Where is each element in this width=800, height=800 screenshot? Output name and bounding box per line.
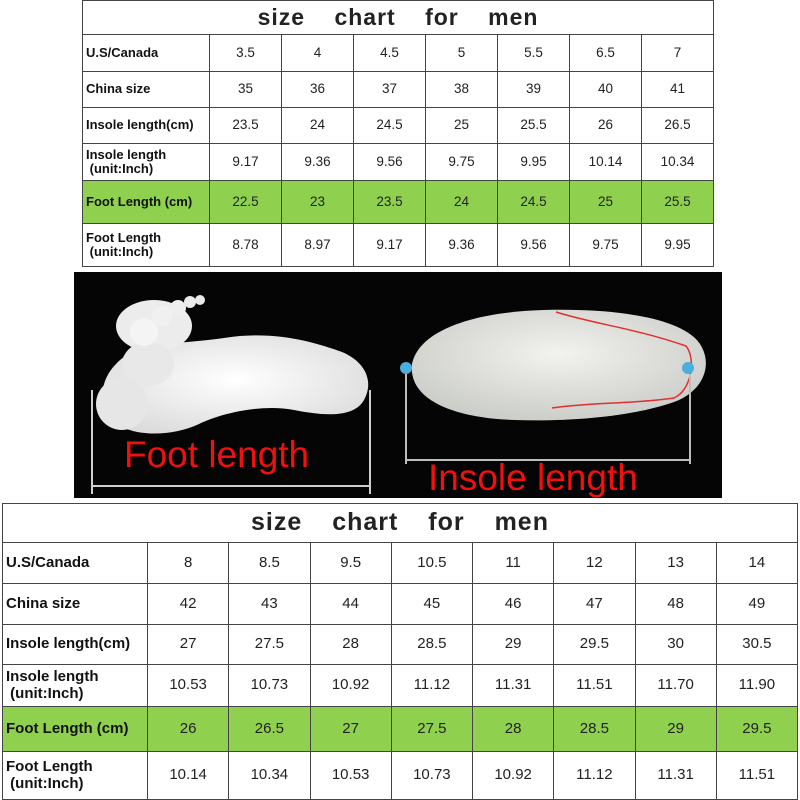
cell: 9.36 — [282, 144, 354, 181]
cell: 25 — [570, 181, 642, 224]
row-china-size — [3, 584, 798, 625]
cell: 27.5 — [391, 707, 472, 752]
row-label: U.S/Canada — [3, 543, 148, 584]
cell: 28.5 — [554, 707, 635, 752]
cell: 10.92 — [310, 665, 391, 707]
cell: 26.5 — [642, 108, 714, 144]
cell: 36 — [282, 72, 354, 108]
cell: 10.14 — [570, 144, 642, 181]
cell: 9.75 — [426, 144, 498, 181]
cell: 11.90 — [716, 665, 797, 707]
row-label-line1: Foot Length — [86, 229, 162, 245]
cell: 42 — [148, 584, 229, 625]
cell: 10.14 — [148, 752, 229, 800]
row-label — [83, 144, 210, 181]
row-foot-cm — [83, 181, 714, 224]
cell: 9.75 — [570, 224, 642, 267]
cell: 11.51 — [554, 665, 635, 707]
cell: 37 — [354, 72, 426, 108]
row-label: Insole length(cm) — [83, 108, 210, 144]
row-insole-cm — [3, 625, 798, 665]
cell: 5 — [426, 35, 498, 72]
cell: 29 — [635, 707, 716, 752]
row-label — [83, 224, 210, 267]
cell: 7 — [642, 35, 714, 72]
cell: 40 — [570, 72, 642, 108]
cell: 5.5 — [498, 35, 570, 72]
row-label-line2: (unit:Inch) — [10, 684, 84, 702]
size-table-small — [82, 0, 714, 267]
cell: 10.92 — [473, 752, 554, 800]
cell: 44 — [310, 584, 391, 625]
cell: 47 — [554, 584, 635, 625]
cell: 26 — [148, 707, 229, 752]
cell: 28 — [473, 707, 554, 752]
cell: 10.53 — [148, 665, 229, 707]
cell: 8.78 — [210, 224, 282, 267]
cell: 23 — [282, 181, 354, 224]
footprint-icon — [96, 295, 368, 434]
row-label-line1: Insole length — [86, 146, 167, 162]
measurement-illustration — [74, 272, 722, 498]
cell: 29.5 — [554, 625, 635, 665]
cell: 27 — [310, 707, 391, 752]
cell: 49 — [716, 584, 797, 625]
row-label: Foot Length (cm) — [83, 181, 210, 224]
cell: 14 — [716, 543, 797, 584]
row-label — [3, 752, 148, 800]
cell: 10.5 — [391, 543, 472, 584]
cell: 11.12 — [391, 665, 472, 707]
cell: 24.5 — [354, 108, 426, 144]
cell: 9.56 — [354, 144, 426, 181]
row-label-line2: (unit:Inch) — [89, 244, 154, 259]
row-label: Insole length(cm) — [3, 625, 148, 665]
cell: 22.5 — [210, 181, 282, 224]
cell: 26 — [570, 108, 642, 144]
cell: 27.5 — [229, 625, 310, 665]
cell: 23.5 — [354, 181, 426, 224]
cell: 8.5 — [229, 543, 310, 584]
row-foot-cm — [3, 707, 798, 752]
cell: 11.70 — [635, 665, 716, 707]
cell: 8 — [148, 543, 229, 584]
row-us-canada — [3, 543, 798, 584]
cell: 9.56 — [498, 224, 570, 267]
cell: 10.34 — [642, 144, 714, 181]
cell: 41 — [642, 72, 714, 108]
row-label: Foot Length (cm) — [3, 707, 148, 752]
row-label: China size — [83, 72, 210, 108]
cell: 30.5 — [716, 625, 797, 665]
cell: 39 — [498, 72, 570, 108]
cell: 27 — [148, 625, 229, 665]
cell: 23.5 — [210, 108, 282, 144]
cell: 10.53 — [310, 752, 391, 800]
table-title: size chart for men — [3, 504, 798, 543]
cell: 3.5 — [210, 35, 282, 72]
cell: 29.5 — [716, 707, 797, 752]
cell: 30 — [635, 625, 716, 665]
cell: 28.5 — [391, 625, 472, 665]
cell: 38 — [426, 72, 498, 108]
table-title: size chart for men — [83, 1, 714, 35]
cell: 25 — [426, 108, 498, 144]
cell: 8.97 — [282, 224, 354, 267]
row-label — [3, 665, 148, 707]
cell: 25.5 — [642, 181, 714, 224]
cell: 28 — [310, 625, 391, 665]
row-insole-inch — [3, 665, 798, 707]
cell: 10.73 — [229, 665, 310, 707]
cell: 9.5 — [310, 543, 391, 584]
cell: 4 — [282, 35, 354, 72]
cell: 6.5 — [570, 35, 642, 72]
cell: 9.17 — [354, 224, 426, 267]
cell: 45 — [391, 584, 472, 625]
insole-icon — [400, 310, 706, 421]
row-foot-inch — [83, 224, 714, 267]
foot-length-label: Foot length — [124, 434, 310, 475]
row-label-line2: (unit:Inch) — [89, 161, 154, 176]
cell: 43 — [229, 584, 310, 625]
cell: 26.5 — [229, 707, 310, 752]
cell: 46 — [473, 584, 554, 625]
row-label: U.S/Canada — [83, 35, 210, 72]
row-label-line1: Insole length — [6, 668, 99, 685]
row-label: China size — [3, 584, 148, 625]
cell: 12 — [554, 543, 635, 584]
cell: 48 — [635, 584, 716, 625]
cell: 24.5 — [498, 181, 570, 224]
cell: 24 — [282, 108, 354, 144]
row-foot-inch — [3, 752, 798, 800]
cell: 10.73 — [391, 752, 472, 800]
cell: 9.17 — [210, 144, 282, 181]
cell: 11.31 — [473, 665, 554, 707]
cell: 10.34 — [229, 752, 310, 800]
row-label-line2: (unit:Inch) — [10, 774, 84, 792]
cell: 9.36 — [426, 224, 498, 267]
cell: 9.95 — [642, 224, 714, 267]
row-label-line1: Foot Length — [6, 758, 93, 775]
insole-length-label: Insole length — [428, 457, 638, 498]
cell: 11.31 — [635, 752, 716, 800]
row-us-canada — [83, 35, 714, 72]
cell: 11 — [473, 543, 554, 584]
cell: 11.12 — [554, 752, 635, 800]
cell: 13 — [635, 543, 716, 584]
cell: 25.5 — [498, 108, 570, 144]
cell: 11.51 — [716, 752, 797, 800]
size-table-large — [2, 503, 798, 800]
row-insole-inch — [83, 144, 714, 181]
row-insole-cm — [83, 108, 714, 144]
cell: 29 — [473, 625, 554, 665]
cell: 24 — [426, 181, 498, 224]
row-china-size — [83, 72, 714, 108]
cell: 35 — [210, 72, 282, 108]
cell: 9.95 — [498, 144, 570, 181]
cell: 4.5 — [354, 35, 426, 72]
